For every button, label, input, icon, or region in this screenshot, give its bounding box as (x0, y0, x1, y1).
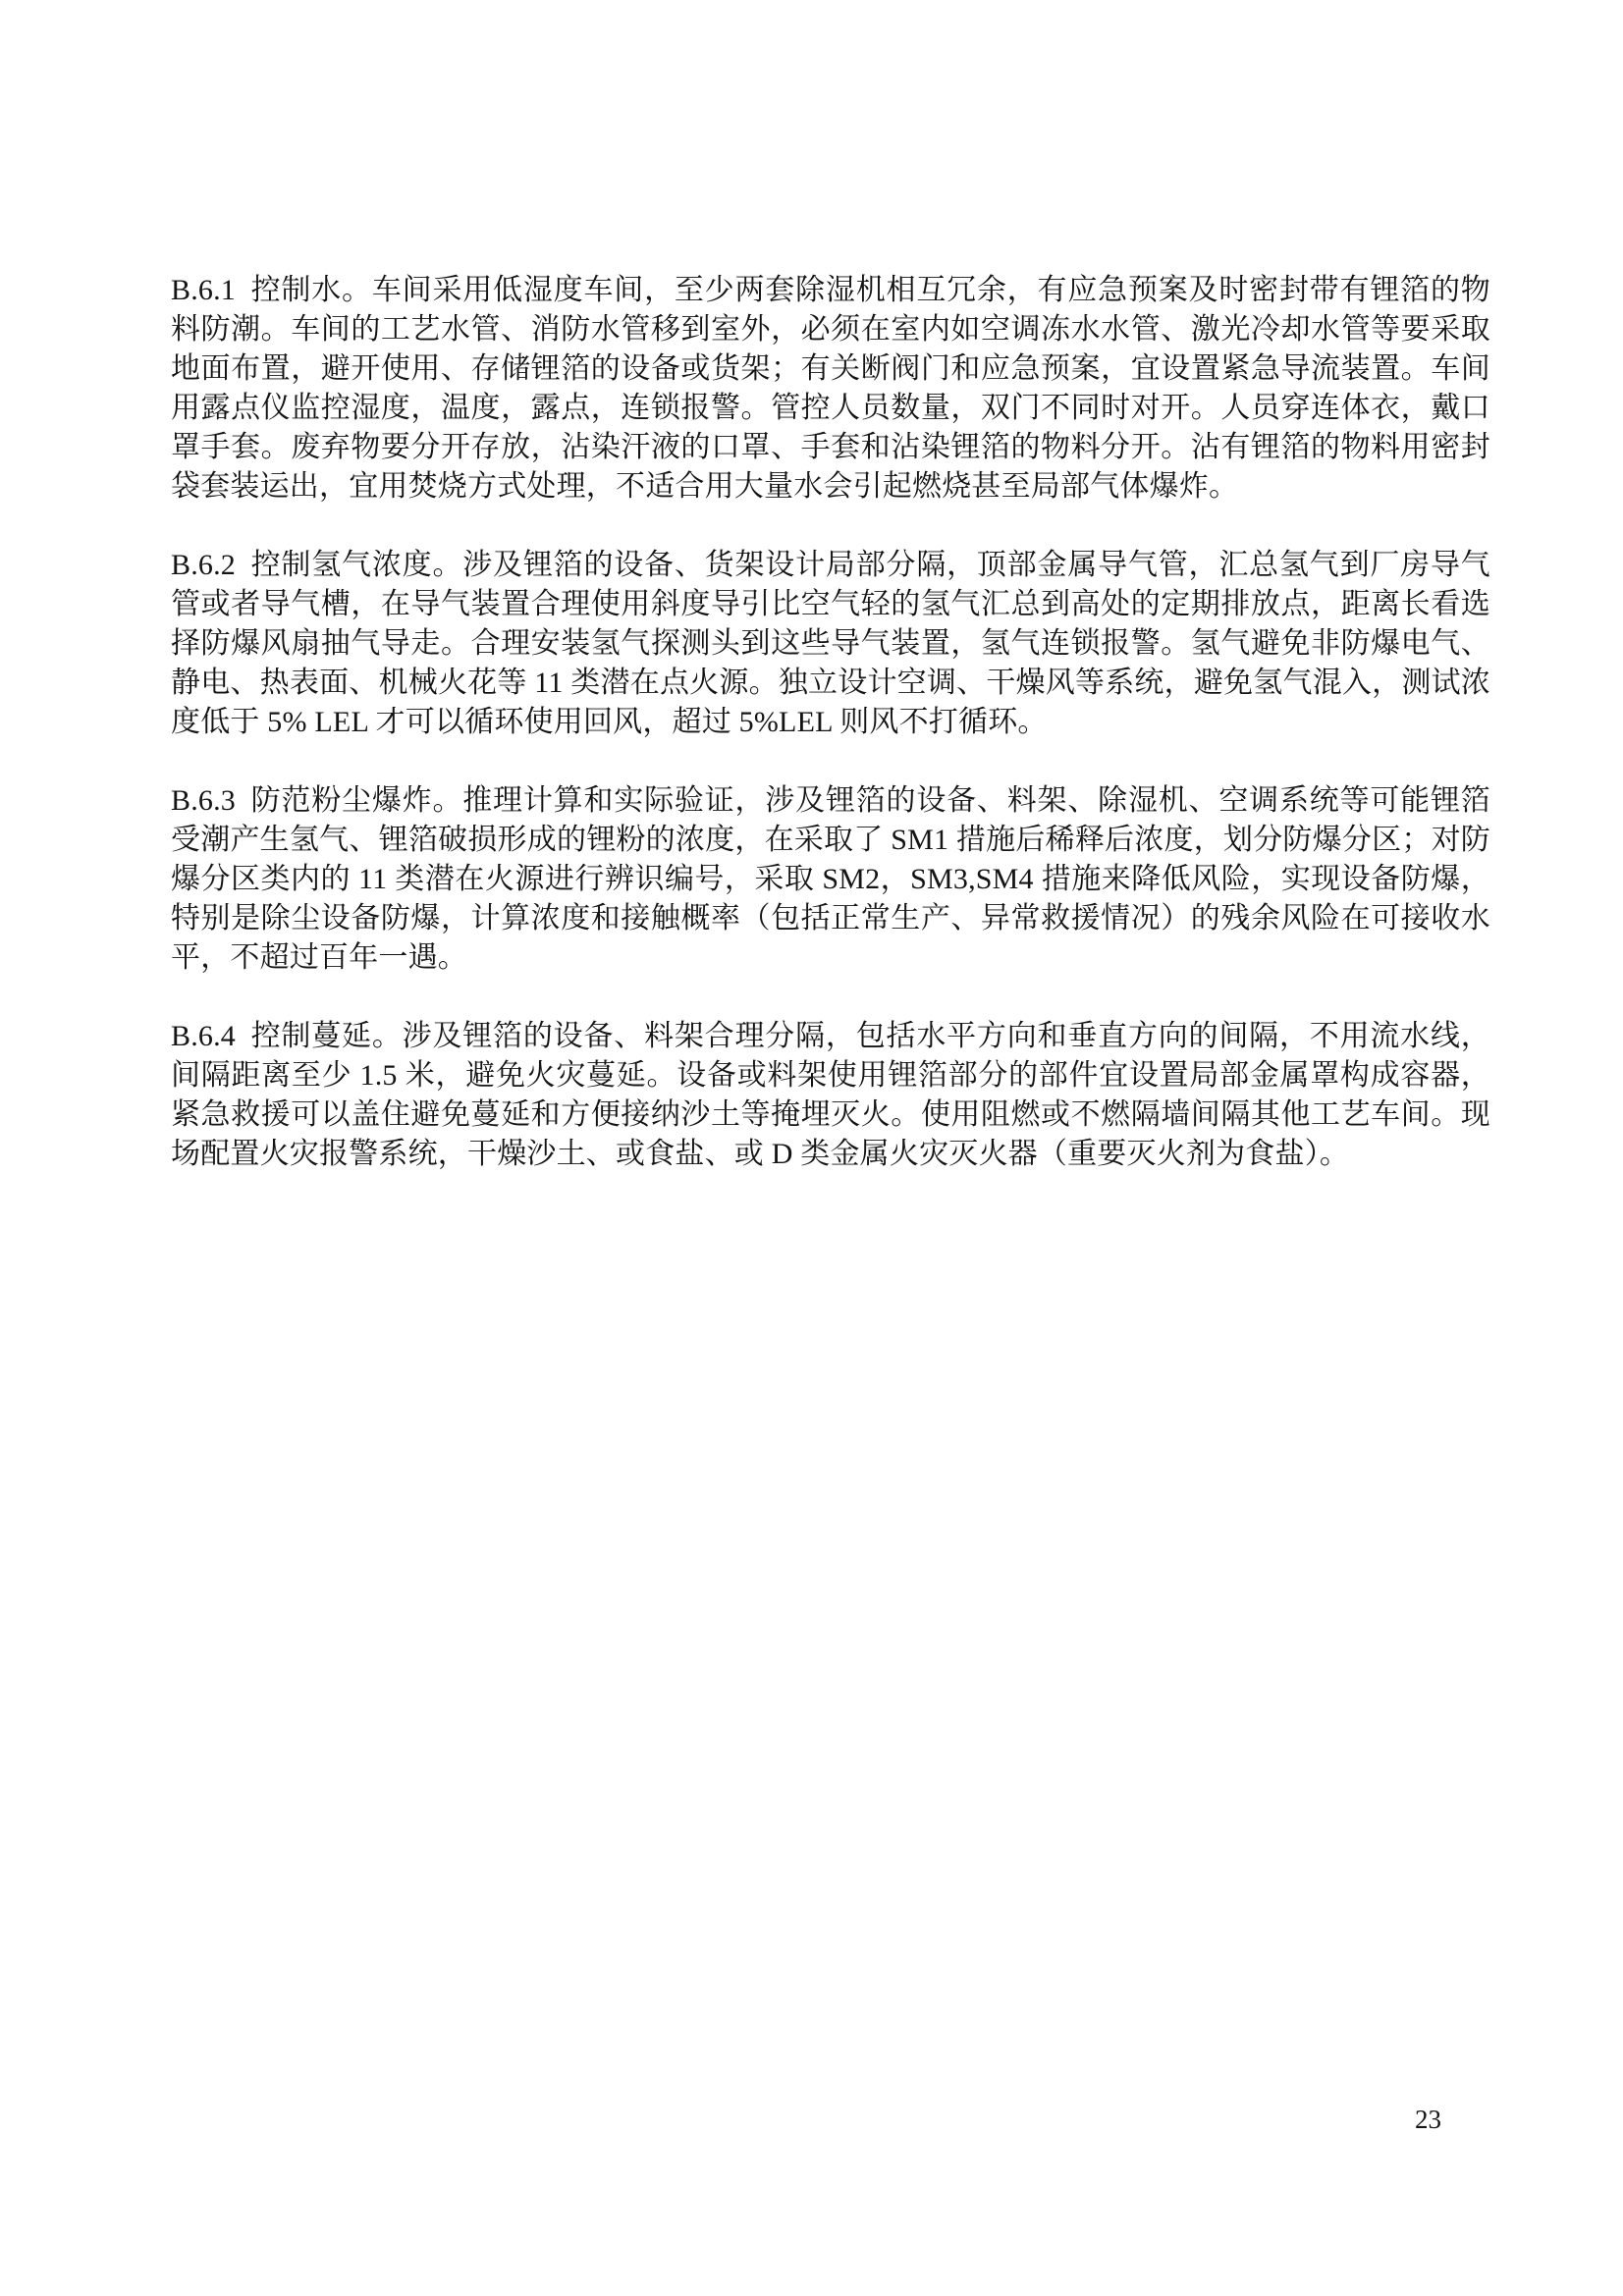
paragraph-b6-1 (171, 271, 1490, 507)
paragraph-b6-3 (171, 781, 1490, 978)
clause-number-b6-4: B.6.4 (171, 1020, 237, 1052)
clause-number-b6-2: B.6.2 (171, 549, 237, 581)
clause-text-b6-2: 控制氢气浓度。涉及锂箔的设备、货架设计局部分隔，顶部金属导气管，汇总氢气到厂房导气管或者导气槽，在导气装置合理使用斜度导引比空气轻的氢气汇总到高处的定期排放点，距离长看选择防爆风扇抽气导走。合理安装氢气探测头到这些导气装置，氢气连锁报警。氢气避免非防爆电气、静电、热表面、机械火花等 11 类潜在点火源。独立设计空调、干燥风等系统，避免氢气混入，测试浓度低于 5% LEL 才可以循环使用回风，超过 5%LEL 则风不打循环。 (171, 549, 1490, 738)
clause-number-b6-1: B.6.1 (171, 274, 237, 306)
paragraph-b6-4 (171, 1017, 1490, 1174)
clause-text-b6-1: 控制水。车间采用低湿度车间，至少两套除湿机相互冗余，有应急预案及时密封带有锂箔的物料防潮。车间的工艺水管、消防水管移到室外，必须在室内如空调冻水水管、激光冷却水管等要采取地面布置，避开使用、存储锂箔的设备或货架；有关断阀门和应急预案，宜设置紧急导流装置。车间用露点仪监控湿度，温度，露点，连锁报警。管控人员数量，双门不同时对开。人员穿连体衣，戴口罩手套。废弃物要分开存放，沾染汗液的口罩、手套和沾染锂箔的物料分开。沾有锂箔的物料用密封袋套装运出，宜用焚烧方式处理，不适合用大量水会引起燃烧甚至局部气体爆炸。 (171, 274, 1490, 503)
clause-text-b6-4: 控制蔓延。涉及锂箔的设备、料架合理分隔，包括水平方向和垂直方向的间隔，不用流水线，间隔距离至少 1.5 米，避免火灾蔓延。设备或料架使用锂箔部分的部件宜设置局部金属罩构成容器，紧急救援可以盖住避免蔓延和方便接纳沙土等掩埋灭火。使用阻燃或不燃隔墙间隔其他工艺车间。现场配置火灾报警系统，干燥沙土、或食盐、或 D 类金属火灾灭火器（重要灭火剂为食盐）。 (171, 1020, 1490, 1170)
clause-text-b6-3: 防范粉尘爆炸。推理计算和实际验证，涉及锂箔的设备、料架、除湿机、空调系统等可能锂箔受潮产生氢气、锂箔破损形成的锂粉的浓度，在采取了 SM1 措施后稀释后浓度，划分防爆分区；对防爆分区类内的 11 类潜在火源进行辨识编号，采取 SM2，SM3,SM4 措施来降低风险，实现设备防爆，特别是除尘设备防爆，计算浓度和接触概率（包括正常生产、异常救援情况）的残余风险在可接收水平，不超过百年一遇。 (171, 784, 1490, 974)
document-body (171, 271, 1490, 1174)
paragraph-b6-2 (171, 546, 1490, 742)
clause-number-b6-3: B.6.3 (171, 784, 237, 817)
page-number: 23 (1415, 2105, 1441, 2134)
